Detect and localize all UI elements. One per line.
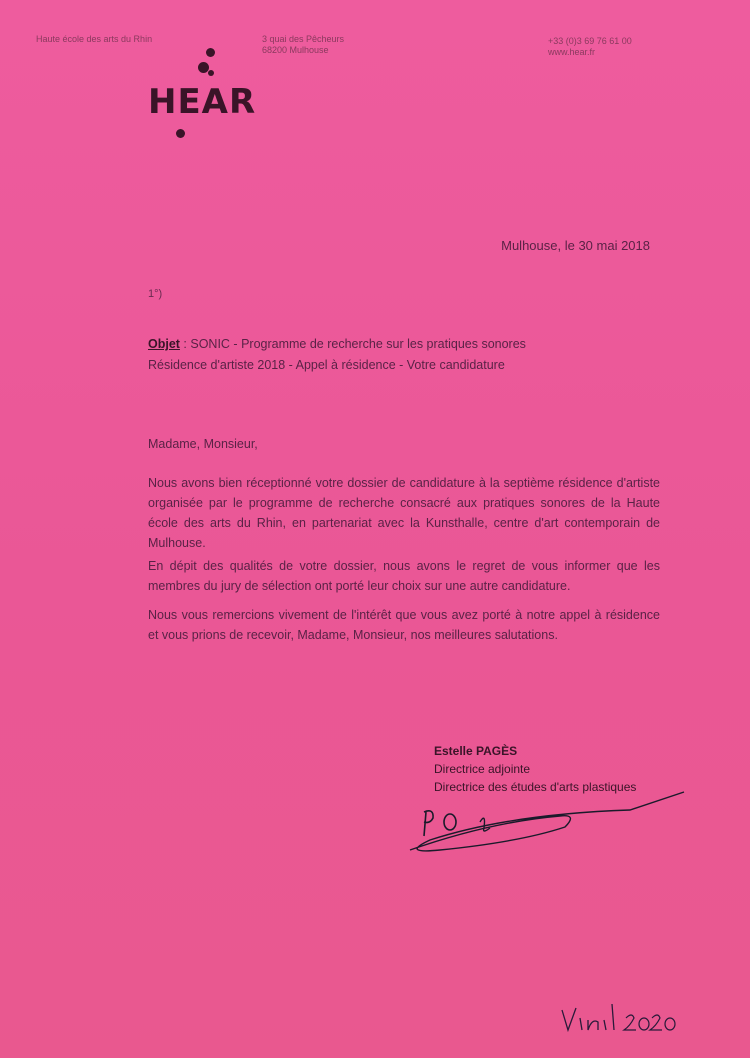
paragraph-1: Nous avons bien réceptionné votre dossier de candidature à la septième résidence d'artiste organisée par le programme de recherche consacré aux pratiques sonores de la Haute école des arts du Rhin, en partenariat avec la Kunsthalle, centre d'art contemporain de Mulhouse. [148, 476, 660, 550]
header-school-name [36, 34, 152, 45]
website: www.hear.fr [548, 47, 596, 57]
signatory-name: Estelle PAGÈS [434, 744, 518, 758]
header-address [262, 34, 344, 56]
subject-line-1 [148, 334, 526, 355]
handwritten-note [560, 1000, 680, 1040]
address-line-2: 68200 Mulhouse [262, 45, 329, 55]
signatory-title-1: Directrice adjointe [434, 762, 531, 776]
letter-date: Mulhouse, le 30 mai 2018 [501, 238, 650, 253]
logo-dot-small [208, 70, 214, 76]
salutation: Madame, Monsieur, [148, 437, 258, 451]
phone-number: +33 (0)3 69 76 61 00 [548, 36, 632, 46]
logo-dot-top [206, 48, 215, 57]
paragraph-3: Nous vous remercions vivement de l'intérêt que vous avez porté à notre appel à résidence et vous prions de recevoir, Madame, Monsieur, nos meilleures salutations. [148, 608, 660, 642]
letter-subject [148, 334, 526, 376]
address-line-1: 3 quai des Pêcheurs [262, 34, 345, 44]
subject-text-1: : SONIC - Programme de recherche sur les pratiques sonores [179, 337, 526, 351]
hear-logo [148, 46, 258, 146]
subject-label: Objet [148, 337, 180, 351]
logo-wordmark: HEAR [148, 82, 257, 122]
signatory-title-2: Directrice des études d'arts plastiques [434, 780, 637, 794]
letter-reference: 1°) [148, 288, 163, 300]
handwritten-signature [400, 782, 690, 862]
subject-line-2: Résidence d'artiste 2018 - Appel à résidence - Votre candidature [148, 358, 505, 372]
header-contact [548, 36, 632, 58]
school-name-text: Haute école des arts du Rhin [36, 34, 153, 44]
logo-dot-bottom [176, 129, 185, 138]
paragraph-2: En dépit des qualités de votre dossier, nous avons le regret de vous informer que les membres du jury de sélection ont porté leur choix sur une autre candidature. [148, 559, 660, 593]
